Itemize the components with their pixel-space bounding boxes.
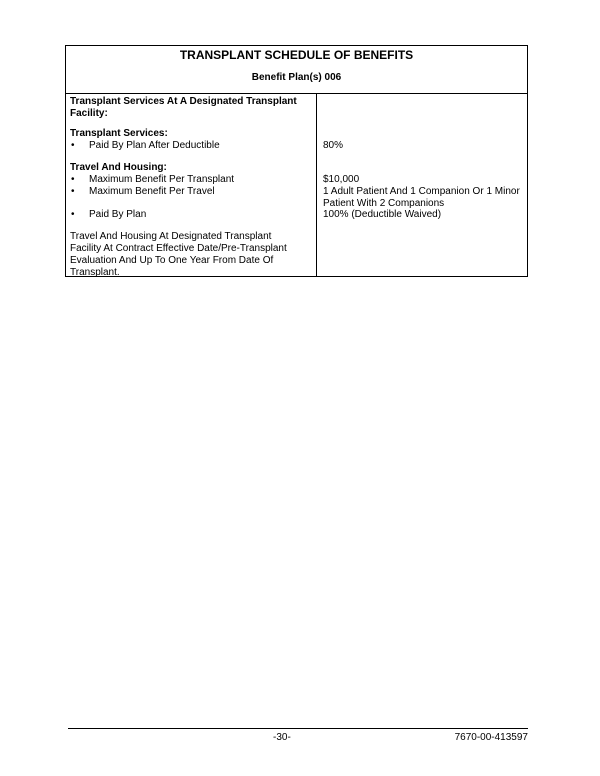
services-value: 80% (323, 140, 344, 151)
travel-note-line4: Transplant. (70, 267, 120, 278)
travel-note-line1: Travel And Housing At Designated Transplant (70, 231, 272, 242)
page-number: -30- (273, 732, 291, 743)
benefits-schedule-table (65, 45, 528, 277)
travel-note-line2: Facility At Contract Effective Date/Pre-Transplant (70, 243, 287, 254)
table-body-row (66, 94, 527, 276)
section-heading-line2: Facility: (70, 108, 108, 119)
travel-item-max-per-travel: Maximum Benefit Per Travel (89, 186, 215, 197)
travel-value-max-per-travel-line2: Patient With 2 Companions (323, 198, 445, 209)
document-number: 7670-00-413597 (454, 732, 528, 743)
values-column (317, 94, 527, 276)
bullet-icon: • (71, 174, 75, 185)
travel-note-line3: Evaluation And Up To One Year From Date Of (70, 255, 274, 266)
travel-item-max-per-transplant: Maximum Benefit Per Transplant (89, 174, 235, 185)
bullet-icon: • (71, 209, 75, 220)
bullet-icon: • (71, 140, 75, 151)
footer-divider (68, 728, 528, 729)
travel-item-paid-by-plan: Paid By Plan (89, 209, 147, 220)
services-item-paid-by-plan: Paid By Plan After Deductible (89, 140, 220, 151)
bullet-icon: • (71, 186, 75, 197)
travel-housing-heading: Travel And Housing: (70, 162, 167, 173)
table-header (66, 46, 527, 94)
services-column (66, 94, 317, 276)
section-heading-line1: Transplant Services At A Designated Transplant (70, 96, 297, 107)
benefit-plan-label: Benefit Plan(s) 006 (251, 72, 342, 83)
travel-value-max-per-transplant: $10,000 (323, 174, 360, 185)
travel-value-paid-by-plan: 100% (Deductible Waived) (323, 209, 442, 220)
travel-value-max-per-travel-line1: 1 Adult Patient And 1 Companion Or 1 Minor (323, 186, 520, 197)
transplant-services-heading: Transplant Services: (70, 128, 168, 139)
schedule-title: TRANSPLANT SCHEDULE OF BENEFITS (179, 48, 414, 62)
